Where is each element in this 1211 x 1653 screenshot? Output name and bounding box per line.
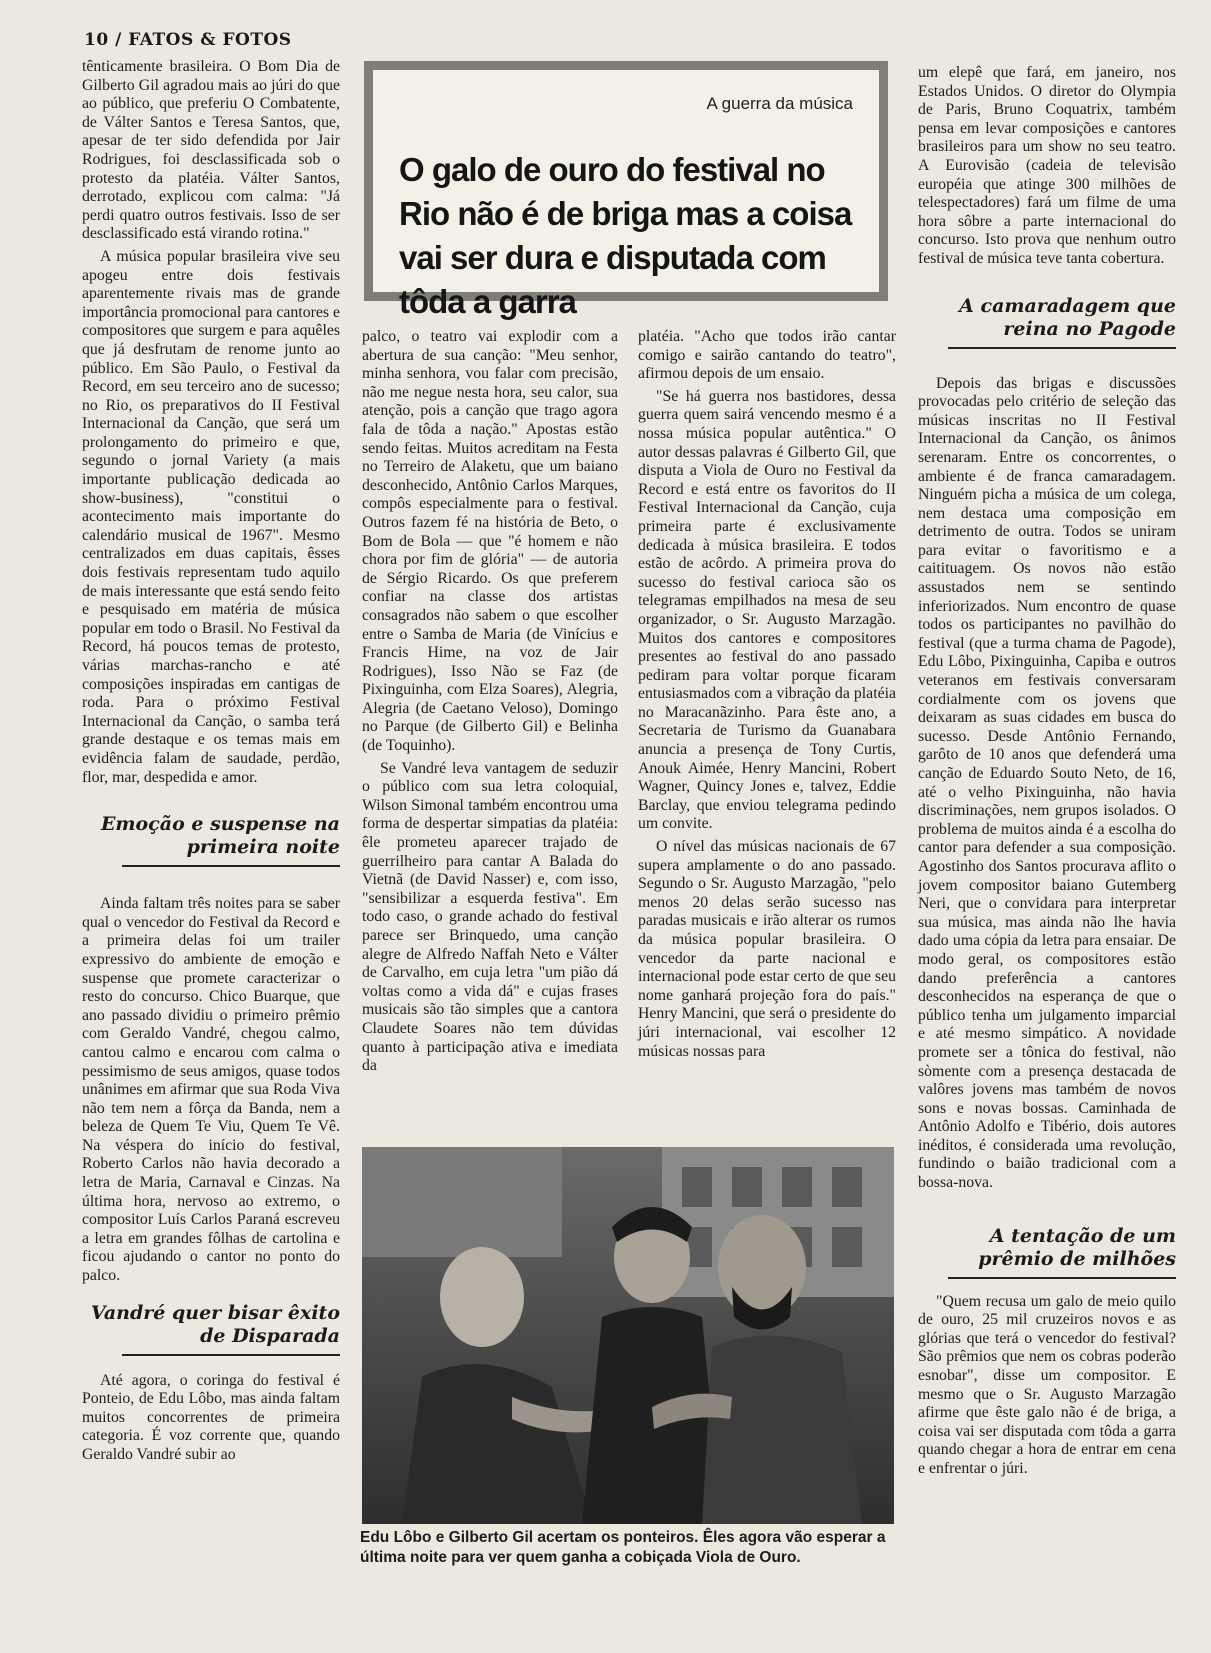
paragraph: "Quem recusa um galo de meio quilo de ouro, 25 mil cruzeiros novos e as glórias que terá o vencedor do festival? São prêmios que nem os cobras poderão esnobar", disse um compositor. E mesmo que o Sr. Augusto Marzagão afirme que êste galo não é de briga, a coisa vai ser disputada com tôda a garra quando chegar a hora de entrar em cena e enfrentar o júri.: [918, 1292, 1176, 1477]
headline-box: [364, 61, 888, 320]
paragraph: A música popular brasileira vive seu apogeu entre dois festivais aparentemente rivais mas de grande importância promocional para cantores e compositores que surgem e para aquêles que já desfrutam de renome junto ao público. Em São Paulo, o Festival da Record, em seu terceiro ano de sucesso; no Rio, os preparativos do II Festival Internacional da Canção, que será um prolongamento do primeiro e que, segundo o jornal Variety (a mais importante publicação dedicada ao show-business), "constitui o acontecimento mais importante do calendário musical de 1967". Mesmo centralizados em duas capitais, êsses dois festivais representam tudo aquilo de mais interessante que está sendo feito e pesquisado em matéria de música popular em todo o Brasil. No Festival da Record, há poucos temas de protesto, várias marchas-rancho e até composições inspiradas em cantigas de roda. Para o próximo Festival Internacional da Canção, o samba terá grande destaque e os temas mais em evidência falam de saudade, perdão, flor, mar, despedida e amor.: [82, 247, 340, 786]
paragraph: palco, o teatro vai explodir com a abertura de sua canção: "Meu senhor, minha senhora, vou falar com precisão, não me negue nesta hora, seu calor, sua atenção, pois a canção que trago agora fala de tôda a nação." Apostas estão sendo feitas. Muitos acreditam na Festa no Terreiro de Alaketu, que um baiano desconhecido, Antônio Carlos Marques, compôs especialmente para o festival. Outros fazem fé na história de Beto, o Bom de Bola — que "é homem e não chora por fim de glória" — de autoria de Sérgio Ricardo. Os que preferem confiar na classe dos artistas consagrados não sabem o que escolher entre o Samba de Maria (de Vinícius e Francis Hime, na voz de Jair Rodrigues), Isso Não se Faz (de Pixinguinha, com Elza Soares), Alegria, Alegria (de Caetano Veloso), Domingo no Parque (de Gilberto Gil) e Belinha (de Toquinho).: [362, 328, 618, 755]
photo-edu-lobo-gilberto-gil: [362, 1147, 894, 1524]
section-kicker: A guerra da música: [706, 94, 853, 113]
paragraph: Depois das brigas e discussões provocadas pelo critério de seleção das músicas inscritas no II Festival Internacional da Canção, os ânimos serenaram. Entre os concorrentes, o ambiente é de franca camaradagem. Ninguém picha a música de um colega, nem destaca uma composição em detrimento de outra. Todos se uniram para evitar o favoritismo e a caitituagem. Os novos não estão assustados nem se sentindo inferiorizados. Num encontro de quase todos os participantes no pavilhão do festival (que a turma chama de Pagode), Edu Lôbo, Pixinguinha, Capiba e outros veteranos em festivais conversaram cordialmente com os jovens que deixaram as suas cidades em busca do sucesso. Desde Antônio Fernando, garôto de 10 anos que defenderá uma canção de Eduardo Souto Neto, de 16, até o velho Pixinguinha, não havia discriminações, nem grupos isolados. O problema de muitos ainda é a escolha do cantor para defender a sua composição. Agostinho dos Santos procurava aflito o jovem compositor baiano Gutemberg Neri, que o convidara para interpretar sua música, mas ainda não lhe havia dado uma cópia da letra para ensaiar. De modo geral, os compositores estão dando preferência a cantores desconhecidos na esperança de que o público tenha um julgamento imparcial e até mesmo simpático. A novidade promete ser a tônica do festival, não sòmente com a presença destacada de valôres jovens mas também de novos sons e novas bossas. Caminhada de Antônio Adolfo e Tibério, dois autores inéditos, é considerada uma revolução, fundindo o baião tradicional com a bossa-nova.: [918, 374, 1176, 1192]
paragraph: Se Vandré leva vantagem de seduzir o público com sua letra coloquial, Wilson Simonal também encontrou uma forma de despertar simpatias da platéia: êle prometeu aparecer trajado de guerrilheiro para cantar A Balada do Vietnã (de David Nasser) e, com isso, "sensibilizar a esquerda festiva". Em todo caso, o grande achado do festival parece ser Brinquedo, uma canção alegre de Alfredo Naffah Neto e Válter de Carvalho, em cuja letra "um pião dá voltas como a vida dá" e cujas frases musicais são tão simples que a cantora Claudete Soares não tem dúvidas quanto à participação ativa e imediata da: [362, 759, 618, 1075]
paragraph: Até agora, o coringa do festival é Ponteio, de Edu Lôbo, mas ainda faltam muitos concorrentes de primeira categoria. É voz corrente que, quando Geraldo Vandré subir ao: [82, 1371, 340, 1463]
paragraph: "Se há guerra nos bastidores, dessa guerra quem sairá vencendo mesmo é a nossa música popular autêntica." O autor dessas palavras é Gilberto Gil, que disputa a Viola de Ouro no Festival da Record e está entre os favoritos do II Festival Internacional da Canção, cuja primeira parte é exclusivamente dedicada à música brasileira. E todos estão de acôrdo. A primeira prova do sucesso do festival carioca são os telegramas empilhados na mesa de seu organizador, o Sr. Augusto Marzagão. Muitos dos cantores e compositores presentes ao festival do ano passado pediram para voltar porque ficaram entusiasmados com a vibração da platéia no Maracanãzinho. Para êste ano, a Secretaria de Turismo da Guanabara anuncia a presença de Tony Curtis, Anouk Aimée, Henry Mancini, Robert Wagner, Quincy Jones e, talvez, Eddie Barclay, que enviou telegrama pedindo um convite.: [638, 387, 896, 833]
photo-image: [362, 1147, 894, 1524]
subheading-rule: [948, 347, 1176, 349]
subheading-rule: [122, 865, 340, 867]
paragraph: um elepê que fará, em janeiro, nos Estados Unidos. O diretor do Olympia de Paris, Bruno Coquatrix, também pensa em levar composições e cantores brasileiros para um show no seu teatro. A Eurovisão (cadeia de televisão européia que atinge 300 milhões de telespectadores) fará um filme de uma hora sôbre a parte internacional do concurso. Isto prova que nenhum outro festival de música teve tanta cobertura.: [918, 64, 1176, 267]
article-headline: O galo de ouro do festival no Rio não é de briga mas a coisa vai ser dura e disputada com tôda a garra: [399, 151, 852, 320]
column-3: [638, 328, 896, 1065]
photo-caption: Edu Lôbo e Gilberto Gil acertam os ponteiros. Êles agora vão esperar a última noite para ver quem ganha a cobiçada Viola de Ouro.: [360, 1529, 886, 1566]
column-2: [362, 328, 618, 1080]
paragraph: Ainda faltam três noites para se saber qual o vencedor do Festival da Record e a primeira delas foi um trailer expressivo do ambiente de emoção e suspense que promete caracterizar o resto do concurso. Chico Buarque, que ano passado dividiu o primeiro prêmio com Geraldo Vandré, chegou calmo, cantou calmo e encarou com calma o pessimismo de seus amigos, quase todos unânimes em afirmar que sua Roda Viva não tem nem a fôrça da Banda, nem a beleza de Quem Te Viu, Quem Te Vê. Na véspera do início do festival, Roberto Carlos não havia decorado a letra de Maria, Carnaval e Cinzas. Na última hora, nervoso ao extremo, o compositor Luís Carlos Paraná escreveu a letra em grandes fôlhas de cartolina e ficou ajudando o cantor no ponto do palco.: [82, 895, 340, 1285]
subheading-rule: [122, 1354, 340, 1356]
subheading-rule: [948, 1277, 1176, 1279]
subheading-tentacao: A tentação de um prêmio de milhões: [978, 1224, 1176, 1270]
page-folio: 10 / FATOS & FOTOS: [84, 30, 292, 50]
paragraph: O nível das músicas nacionais de 67 supera amplamente o do ano passado. Segundo o Sr. Augusto Marzagão, "pelo menos 20 delas serão sucesso nas paradas musicais e irão alterar os rumos da música popular brasileira. O vencedor da parte nacional e internacional pode estar certo de que seu nome ganhará projeção fora do país." Henry Mancini, que será o presidente do júri internacional, vai escolher 12 músicas nossas para: [638, 838, 896, 1060]
paragraph: platéia. "Acho que todos irão cantar comigo e sairão cantando do teatro", afirmou depois de um ensaio.: [638, 328, 896, 383]
subheading-camaradagem: A camaradagem que reina no Pagode: [959, 294, 1176, 340]
column-1: [82, 58, 340, 1469]
subheading-vandre: Vandré quer bisar êxito de Disparada: [90, 1301, 340, 1347]
paragraph: tênticamente brasileira. O Bom Dia de Gilberto Gil agradou mais ao júri do que ao público, que preferiu O Combatente, de Válter Santos e Teresa Santos, que, apesar de ter sido defendida por Jair Rodrigues, foi desclassificada sob o protesto da platéia. Válter Santos, derrotado, explicou com calma: "Já perdi quatro outros festivais. Isso de ser desclassificado está virando rotina.": [82, 58, 340, 243]
subheading-emocao: Emoção e suspense na primeira noite: [100, 813, 340, 859]
column-4: [918, 64, 1176, 1483]
